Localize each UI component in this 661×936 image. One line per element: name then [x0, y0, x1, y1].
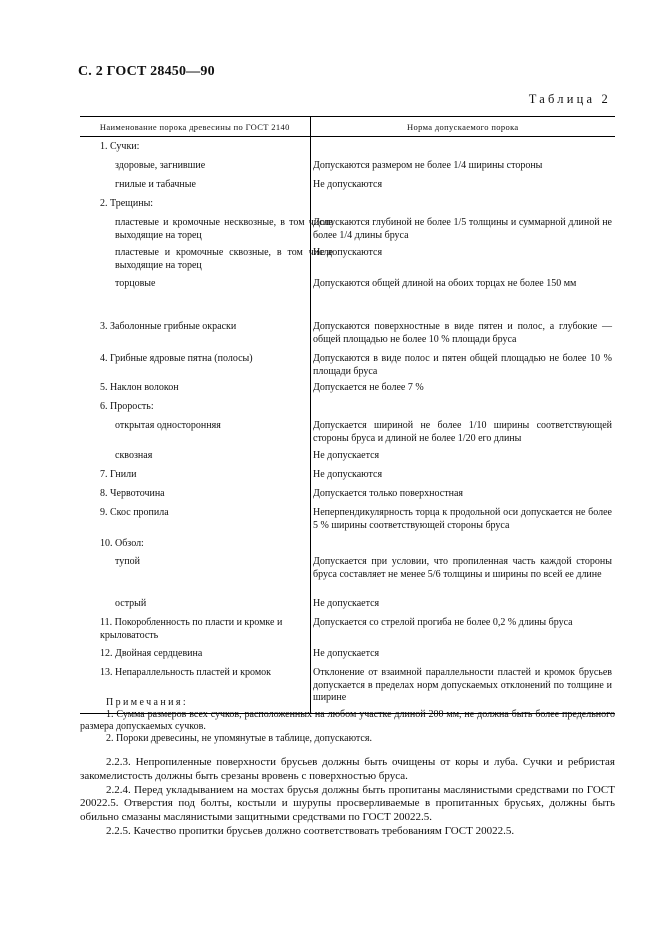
note-item: 1. Сумма размеров всех сучков, расположенных на любом участке длиной 200 мм, не должна быть более предельного размера допускаемых сучков. [80, 709, 615, 732]
paragraph-2-2-5: 2.2.5. Качество пропитки брусьев должно соответствовать требованиям ГОСТ 20022.5. [106, 824, 515, 837]
row-defect: острый [115, 598, 147, 609]
row-defect: 3. Заболонные грибные окраски [100, 321, 237, 332]
row-norm: Допускается только поверхностная [313, 488, 463, 499]
row-norm: Допускается шириной не более 1/10 ширины соответствующей стороны бруса и длиной не более 1/20 его длины [313, 420, 612, 444]
row-defect: 8. Червоточина [100, 488, 165, 499]
paragraph-2-2-3: 2.2.3. Непропиленные поверхности брусьев должны быть очищены от коры и луба. Сучки и ребристая закомелистость должны быть срезаны вровень с поверхностью бруса. [80, 756, 615, 782]
row-defect: сквозная [115, 450, 153, 461]
row-defect: 11. Покоробленность по пласти и кромке и крыловатость [100, 617, 283, 641]
row-defect: пластевые и кромочные несквозные, в том числе выходящие на торец [115, 217, 333, 241]
table-body [80, 137, 615, 714]
note-item: 2. Пороки древесины, не упомянутые в таблице, допускаются. [106, 733, 372, 744]
row-norm: Допускается со стрелой прогиба не более 0,2 % длины бруса [313, 617, 573, 628]
body-text [80, 756, 615, 839]
row-defect: гнилые и табачные [115, 179, 196, 190]
row-norm: Допускается при условии, что пропиленная часть каждой стороны бруса составляет не менее 5/6 толщины и ширины по всей ее длине [313, 556, 612, 580]
row-norm: Допускаются общей длиной на обоих торцах не более 150 мм [313, 278, 577, 289]
row-norm: Не допускается [313, 598, 380, 609]
row-defect: торцовые [115, 278, 156, 289]
row-norm: Допускаются поверхностные в виде пятен и полос, а глубокие — общей площадью не более 10 % площади бруса [313, 321, 612, 345]
row-defect: пластевые и кромочные сквозные, в том числе выходящие на торец [115, 247, 333, 271]
row-norm: Допускаются глубиной не более 1/5 толщины и суммарной длиной не более 1/4 длины бруса [313, 217, 612, 241]
row-norm: Не допускаются [313, 469, 383, 480]
row-norm: Неперпендикулярность торца к продольной оси допускается не более 5 % ширины соответствующей стороны бруса [313, 507, 612, 531]
row-norm: Не допускаются [313, 179, 383, 190]
notes-section [80, 697, 615, 745]
row-defect: 10. Обзол: [100, 538, 144, 549]
row-defect: здоровые, загнившие [115, 160, 206, 171]
row-defect: 12. Двойная сердцевина [100, 648, 203, 659]
row-norm: Допускается не более 7 % [313, 382, 424, 393]
row-norm: Отклонение от взаимной параллельности пластей и кромок брусьев допускается в пределах норм допускаемых отклонений по толщине и ширине [313, 667, 612, 703]
table-header [80, 116, 615, 137]
row-norm: Не допускаются [313, 247, 383, 258]
row-defect: 5. Наклон волокон [100, 382, 179, 393]
defects-table [80, 116, 615, 714]
notes-title: Примечания: [106, 697, 189, 708]
row-norm: Допускаются размером не более 1/4 ширины стороны [313, 160, 543, 171]
col-defect-name-header: Наименование порока древесины по ГОСТ 2140 [80, 117, 311, 136]
row-norm: Не допускается [313, 648, 380, 659]
row-defect: 2. Трещины: [100, 198, 154, 209]
row-defect: 6. Прорость: [100, 401, 154, 412]
row-defect: 9. Скос пропила [100, 507, 169, 518]
row-defect: открытая односторонняя [115, 420, 221, 431]
row-norm: Не допускается [313, 450, 380, 461]
row-defect: 1. Сучки: [100, 141, 140, 152]
row-defect: 7. Гнили [100, 469, 137, 480]
page-header: С. 2 ГОСТ 28450—90 [78, 64, 215, 79]
row-norm: Допускаются в виде полос и пятен общей площадью не более 10 % площади бруса [313, 353, 612, 377]
row-defect: 4. Грибные ядровые пятна (полосы) [100, 353, 253, 364]
table-label: Таблица 2 [528, 92, 611, 106]
row-defect: 13. Непараллельность пластей и кромок [100, 667, 272, 678]
col-norm-header: Норма допускаемого порока [407, 121, 519, 132]
paragraph-2-2-4: 2.2.4. Перед укладыванием на мостах брусья должны быть пропитаны маслянистыми средствами по ГОСТ 20022.5. Отверстия под болты, костыли и шурупы просверливаемые в пропитанных брусьях, должны быть обильно смазаны маслянистыми защитными средствами по ГОСТ 20022.5. [80, 783, 615, 824]
row-defect: тупой [115, 556, 140, 567]
